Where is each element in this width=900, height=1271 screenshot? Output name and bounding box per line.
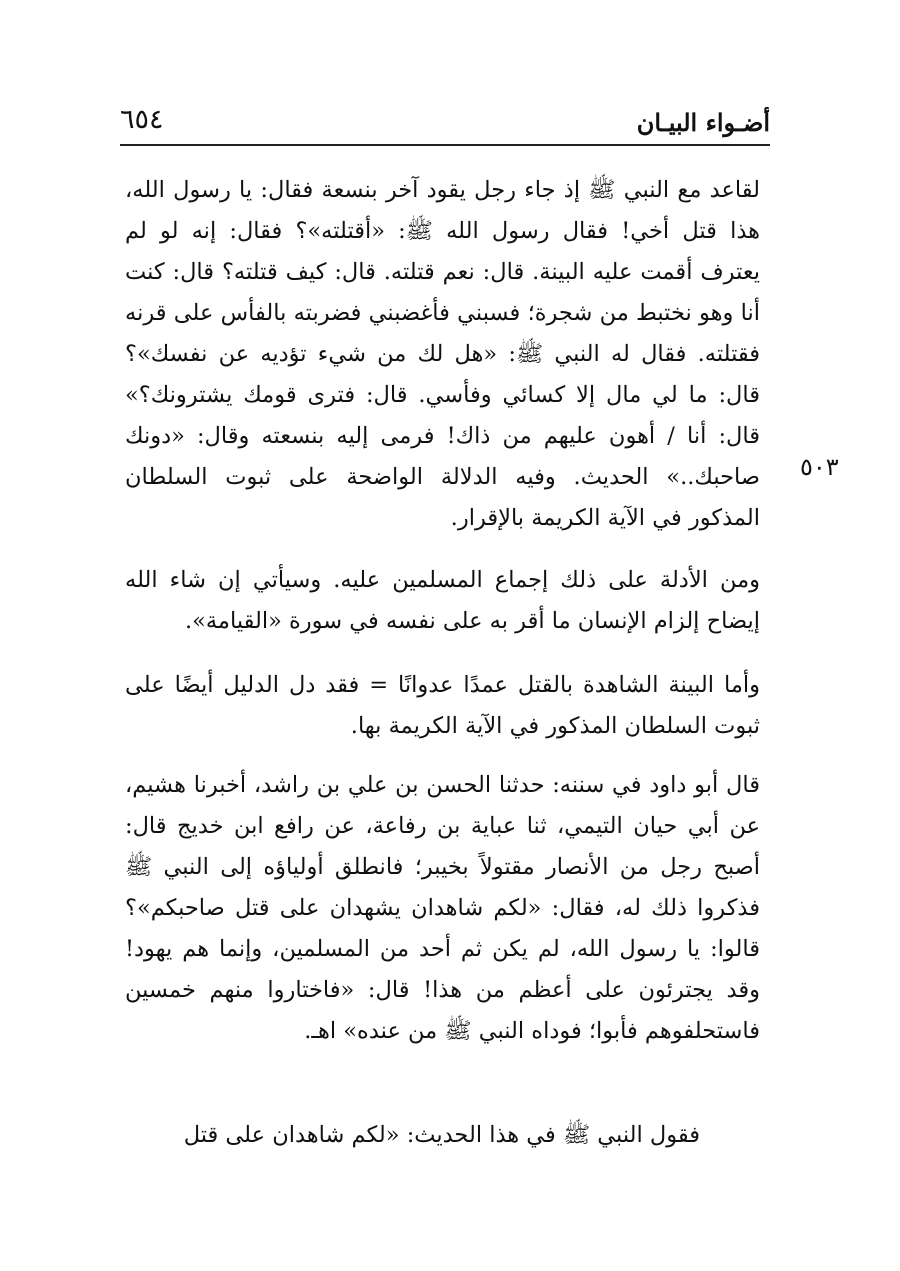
paragraph-5: فقول النبي ﷺ في هذا الحديث: «لكم شاهدان على قتل [183,1122,700,1148]
paragraph-1: لقاعد مع النبي ﷺ إذ جاء رجل يقود آخر بنسعة فقال: يا رسول الله، هذا قتل أخي! فقال رسول الله ﷺ: «أقتلته»؟ فقال: إنه لو لم يعترف أقمت عليه البينة. قال: نعم قتلته. قال: كيف قتلته؟ قال: كنت أنا وهو نختبط من شجرة؛ فسبني فأغضبني فضربته بالفأس على قرنه فقتلته. فقال له النبي ﷺ: «هل لك من شيء تؤديه عن نفسك»؟ قال: ما لي مال إلا كسائي وفأسي. قال: فترى قومك يشترونك؟» قال: أنا / أهون عليهم من ذاك! فرمى إليه بنسعته وقال: «دونك صاحبك..» الحديث. وفيه الدلالة الواضحة على ثبوت السلطان المذكور في الآية الكريمة بالإقرار. [125,177,760,531]
header-rule [120,144,770,146]
margin-page-reference: ٥٠٣ [800,453,839,481]
running-title: أضـواء البيـان [636,108,770,137]
paragraph-4: قال أبو داود في سننه: حدثنا الحسن بن علي بن راشد، أخبرنا هشيم، عن أبي حيان التيمي، ثنا عباية بن رفاعة، عن رافع ابن خديج قال: أصبح رجل من الأنصار مقتولاً بخيبر؛ فانطلق أولياؤه إلى النبي ﷺ فذكروا ذلك له، فقال: «لكم شاهدان يشهدان على قتل صاحبكم»؟ قالوا: يا رسول الله، لم يكن ثم أحد من المسلمين، وإنما هم يهود! وقد يجترئون على أعظم من هذا! قال: «فاختاروا منهم خمسين فاستحلفوهم فأبوا؛ فوداه النبي ﷺ من عنده» اهـ. [125,772,760,1044]
page-header [120,100,770,146]
paragraph-3: وأما البينة الشاهدة بالقتل عمدًا عدوانًا = فقد دل الدليل أيضًا على ثبوت السلطان المذكور في الآية الكريمة بها. [125,672,760,739]
paragraph-2: ومن الأدلة على ذلك إجماع المسلمين عليه. وسيأتي إن شاء الله إيضاح إلزام الإنسان ما أقر به على نفسه في سورة «القيامة». [125,567,760,634]
page-number: ٦٥٤ [120,104,164,135]
